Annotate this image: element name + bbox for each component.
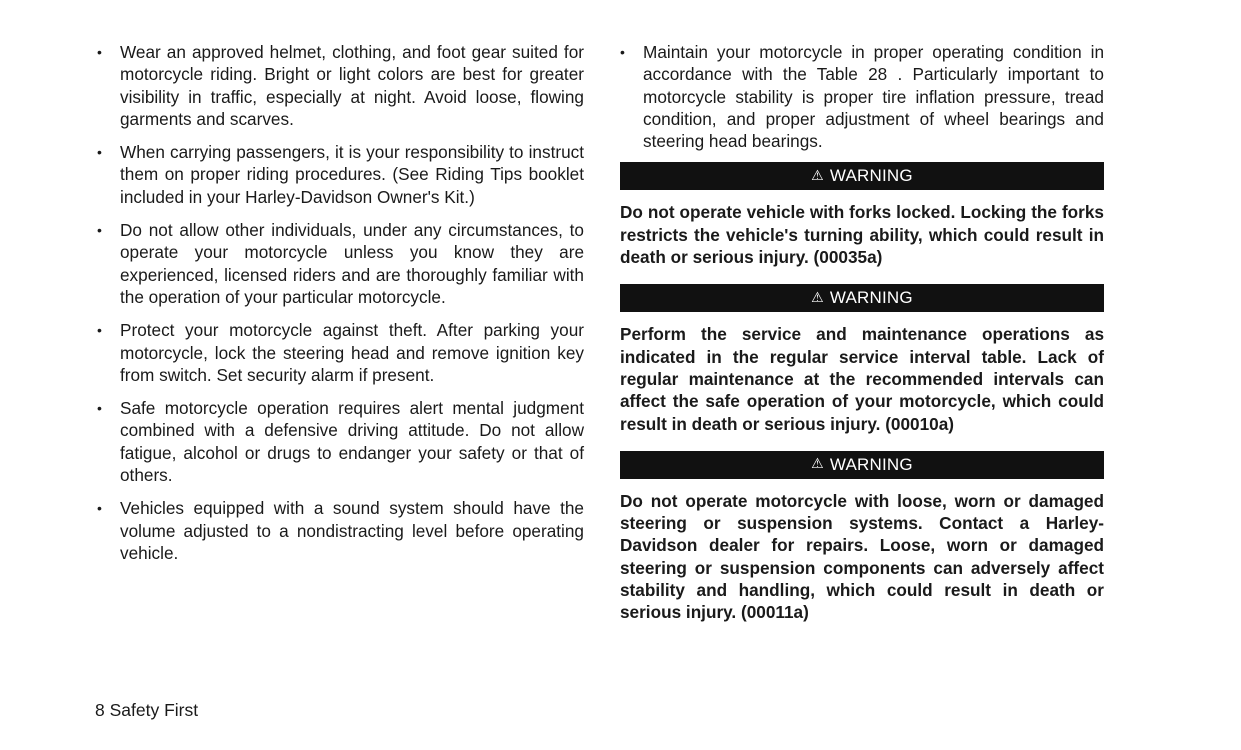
bullet-icon: • bbox=[97, 500, 102, 517]
warning-text: Do not operate motorcycle with loose, worn or damaged steering or suspension systems. Contact a Harley-Davidson dealer for repairs. Loose, worn or damaged steering or suspension components can adversely affect stability and handling, which could result in death or serious injury. (00011a) bbox=[620, 490, 1104, 623]
list-item: • Wear an approved helmet, clothing, and foot gear suited for motorcycle riding. Bright or light colors are best for greater visibility in traffic, especially at night. Avoid loose, flowing garments and scarves. bbox=[97, 42, 584, 129]
right-column bbox=[620, 41, 1104, 640]
bullet-icon: • bbox=[97, 144, 102, 161]
list-item: • Maintain your motorcycle in proper operating condition in accordance with the Table 28 . Particularly important to motorcycle stability is proper tire inflation pressure, tread condition, and proper adjustment of wheel bearings and steering head bearings. bbox=[620, 42, 1104, 152]
bullet-icon: • bbox=[97, 400, 102, 417]
bullet-icon: • bbox=[97, 44, 102, 60]
list-item: • Safe motorcycle operation requires alert mental judgment combined with a defensive driving attitude. Do not allow fatigue, alcohol or drugs to endanger your safety or that of others. bbox=[97, 398, 584, 486]
warning-text: Perform the service and maintenance operations as indicated in the regular service interval table. Lack of regular maintenance at the recommended intervals can affect the safe operation of your motorcycle, which could result in death or serious injury. (00010a) bbox=[620, 324, 1104, 434]
bullet-icon: • bbox=[97, 322, 102, 339]
warning-triangle-icon: ⚠ bbox=[811, 288, 824, 305]
warning-block bbox=[620, 284, 1104, 434]
warning-block bbox=[620, 162, 1104, 268]
warning-banner bbox=[620, 451, 1104, 479]
bullet-icon: • bbox=[97, 222, 102, 239]
warning-banner bbox=[620, 284, 1104, 312]
bullet-icon: • bbox=[620, 44, 625, 60]
warning-banner bbox=[620, 162, 1104, 190]
warning-text: Do not operate vehicle with forks locked. Locking the forks restricts the vehicle's turning ability, which could result in death or serious injury. (00035a) bbox=[620, 202, 1104, 268]
warning-heading: WARNING bbox=[829, 288, 913, 308]
warning-block bbox=[620, 451, 1104, 624]
safety-bullet-list bbox=[97, 41, 584, 564]
warning-triangle-icon: ⚠ bbox=[811, 455, 824, 472]
warning-heading: WARNING bbox=[829, 454, 913, 474]
page-footer: 8 Safety First bbox=[95, 700, 199, 720]
list-item: • When carrying passengers, it is your responsibility to instruct them on proper riding procedures. (See Riding Tips booklet included in your Harley-Davidson Owner's Kit.) bbox=[97, 142, 584, 207]
list-item: • Protect your motorcycle against theft. After parking your motorcycle, lock the steering head and remove ignition key from switch. Set security alarm if present. bbox=[97, 320, 584, 385]
warning-heading: WARNING bbox=[829, 166, 913, 186]
warning-triangle-icon: ⚠ bbox=[811, 166, 824, 183]
maintenance-bullet-list bbox=[620, 41, 1104, 152]
left-column bbox=[97, 41, 584, 575]
list-item: • Vehicles equipped with a sound system should have the volume adjusted to a nondistracting level before operating vehicle. bbox=[97, 498, 584, 563]
list-item: • Do not allow other individuals, under any circumstances, to operate your motorcycle unless you know they are experienced, licensed riders and are thoroughly familiar with the operation of your particular motorcycle. bbox=[97, 220, 584, 307]
